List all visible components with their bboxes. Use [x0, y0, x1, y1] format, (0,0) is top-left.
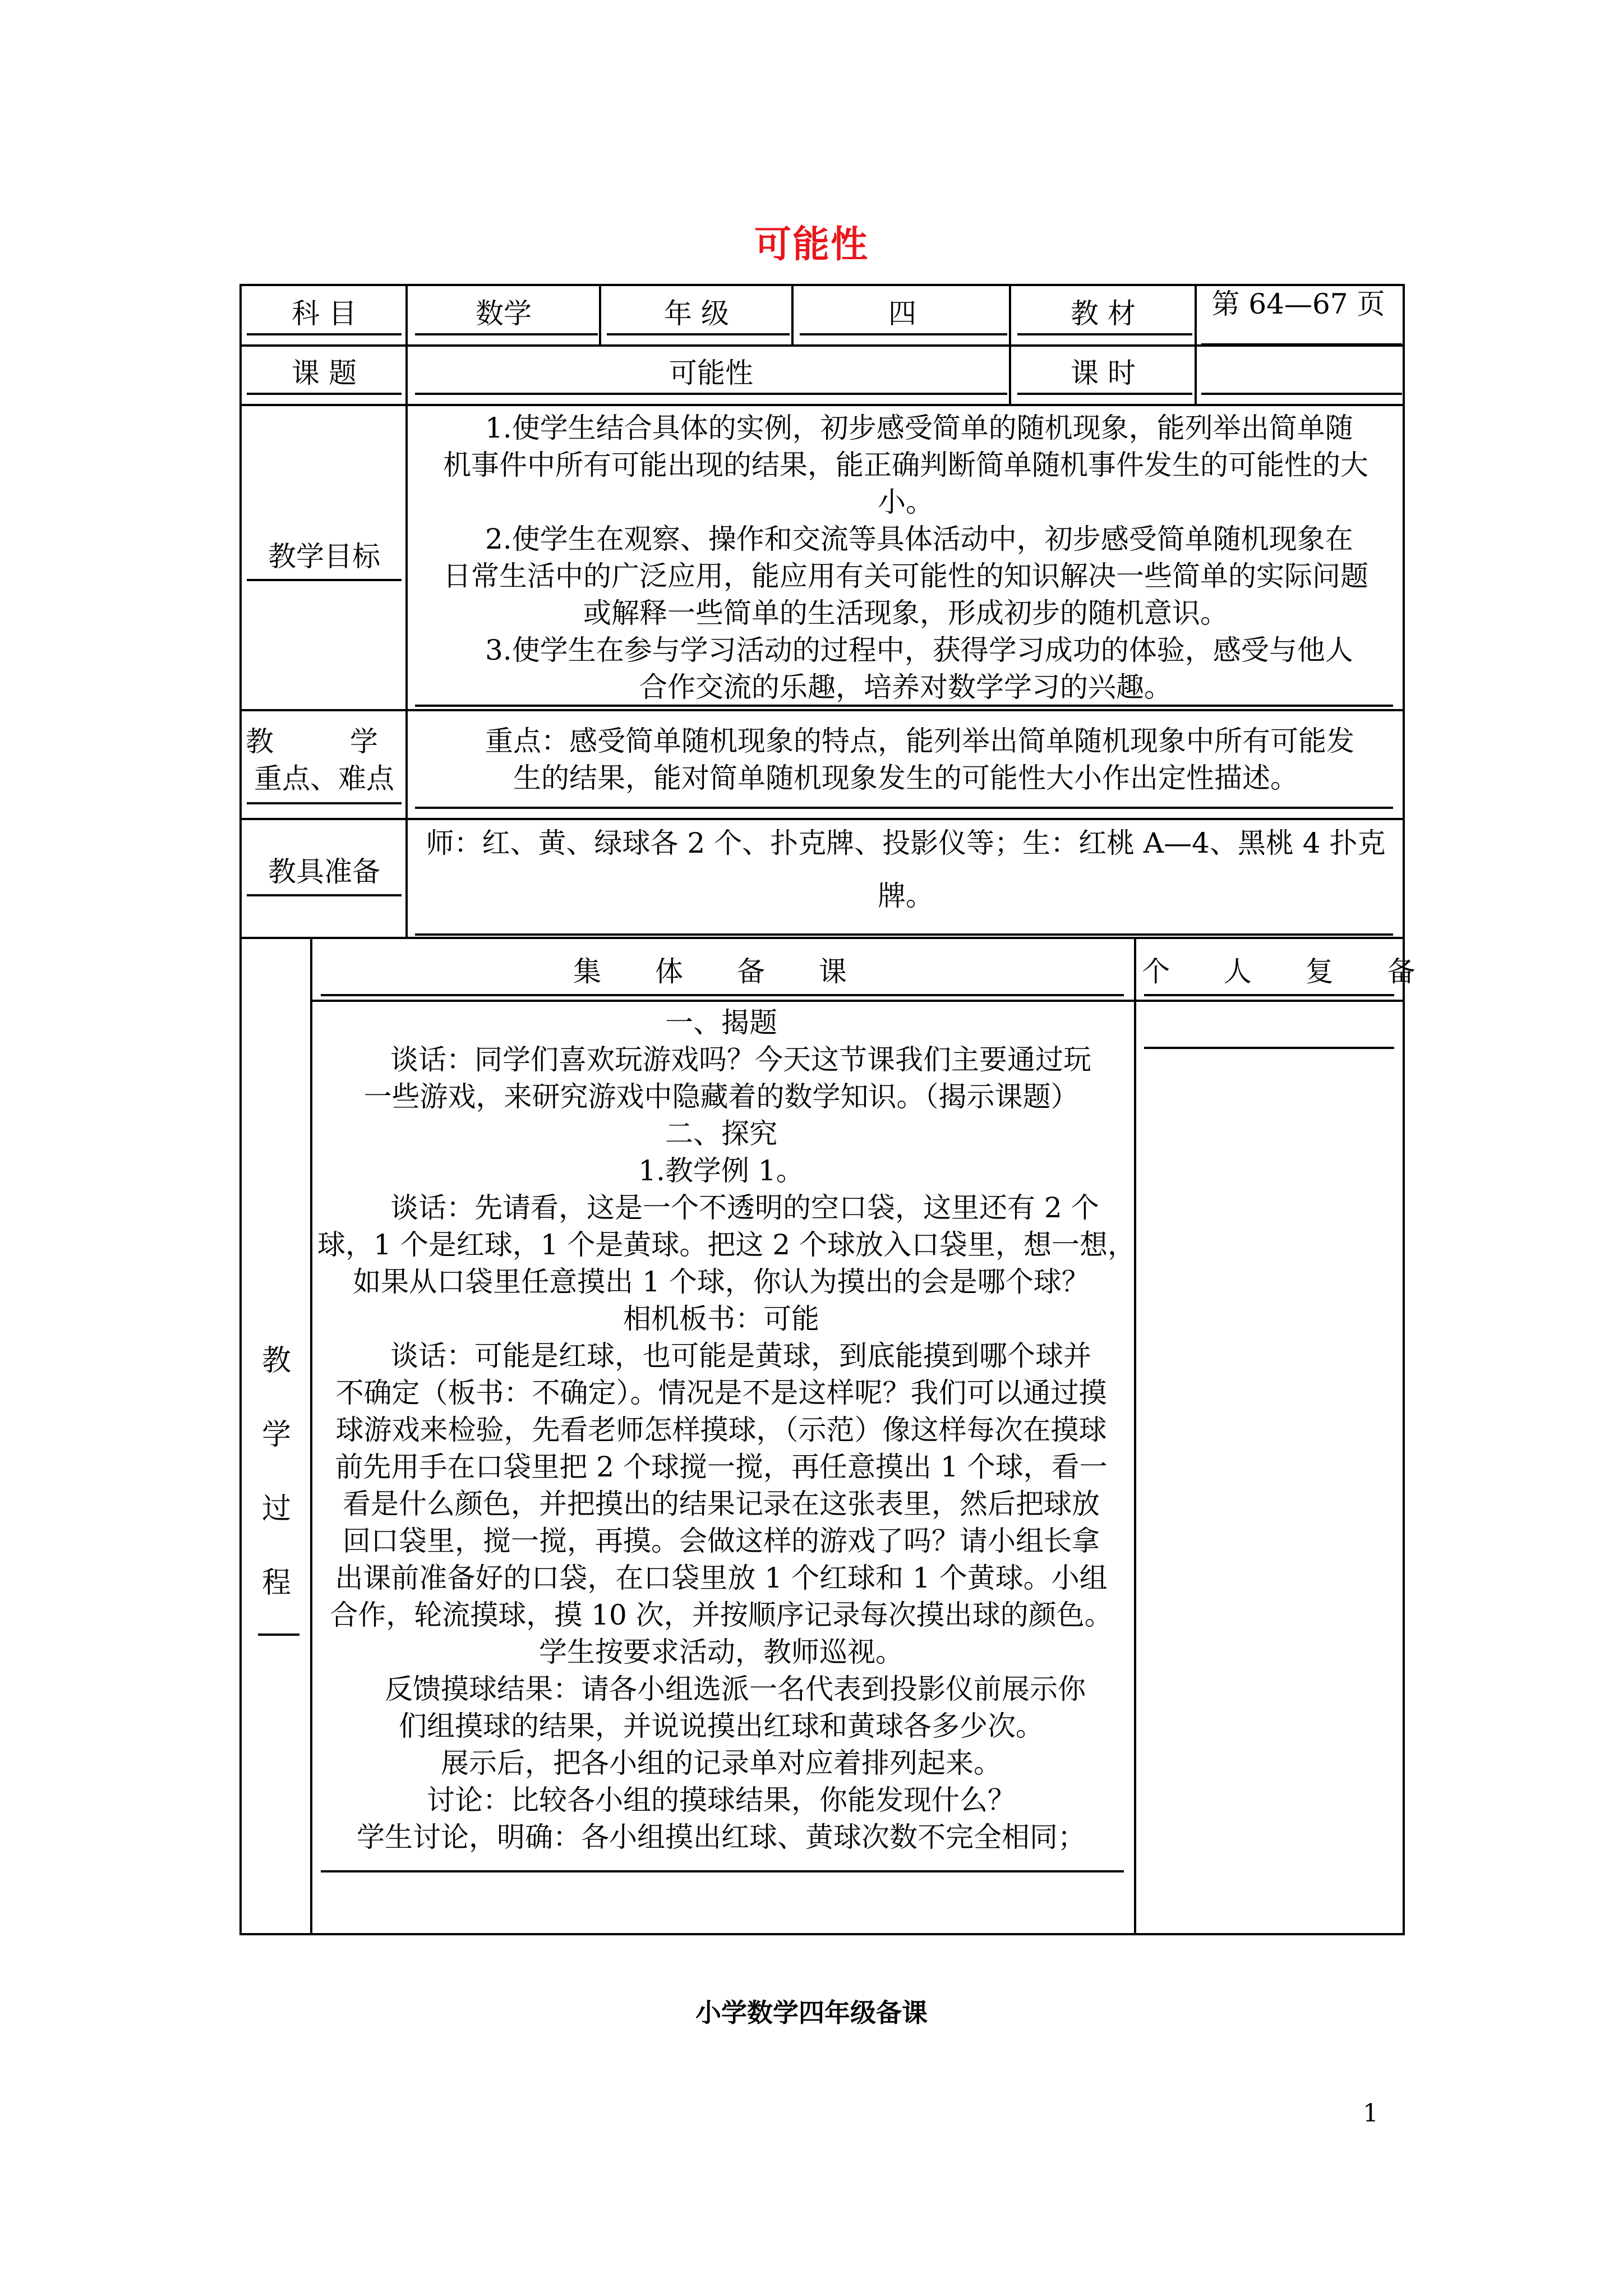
process-line: 合作，轮流摸球，摸 10 次，并按顺序记录每次摸出球的颜色。 — [330, 1599, 1113, 1631]
process-side-char: 学 — [261, 1418, 291, 1452]
topic-value: 可能性 — [669, 357, 753, 389]
key-points-text — [412, 723, 1399, 797]
objectives-line: 小。 — [878, 486, 934, 518]
grade-value: 四 — [888, 297, 916, 330]
cell-underline — [247, 802, 402, 804]
objectives-line: 3.使学生在参与学习活动的过程中，获得学习成功的体验，感受与他人 — [485, 634, 1353, 666]
process-line: 二、探究 — [665, 1117, 777, 1150]
column-divider — [405, 284, 408, 937]
cell-underline — [1017, 333, 1192, 335]
process-side-char: 过 — [261, 1492, 291, 1526]
row-divider — [239, 937, 1405, 939]
process-line: 反馈摸球结果：请各小组选派一名代表到投影仪前展示你 — [385, 1673, 1086, 1705]
column-divider — [1195, 284, 1197, 404]
row-divider — [239, 818, 1405, 820]
cell-underline — [321, 994, 1124, 996]
cell-underline — [321, 1870, 1124, 1872]
cell-underline — [247, 894, 402, 896]
process-line: 谈话：可能是红球，也可能是黄球，到底能摸到哪个球并 — [390, 1340, 1091, 1372]
column-divider — [791, 284, 794, 344]
process-line: 球游戏来检验，先看老师怎样摸球，（示范）像这样每次在摸球 — [335, 1414, 1107, 1446]
column-divider — [1009, 284, 1011, 344]
objectives-line: 机事件中所有可能出现的结果，能正确判断简单随机事件发生的可能性的大 — [443, 449, 1368, 481]
objectives-line: 2.使学生在观察、操作和交流等具体活动中，初步感受简单随机现象在 — [485, 523, 1353, 555]
objectives-line: 日常生活中的广泛应用，能应用有关可能性的知识解决一些简单的实际问题 — [443, 560, 1368, 592]
objectives-text — [412, 409, 1399, 706]
group-prep-header: 集 体 备 课 — [573, 955, 869, 988]
key-points-label-line2: 重点、难点 — [254, 762, 394, 795]
process-side-char: 教 — [261, 1344, 291, 1378]
process-text — [317, 1004, 1136, 1856]
key-points-line: 重点：感受简单随机现象的特点，能列举出简单随机现象中所有可能发 — [485, 725, 1354, 757]
row-divider — [310, 1000, 1405, 1002]
process-line: 出课前准备好的口袋，在口袋里放 1 个红球和 1 个黄球。小组 — [335, 1562, 1108, 1594]
materials-label: 教具准备 — [268, 855, 380, 888]
process-line: 如果从口袋里任意摸出 1 个球，你认为摸出的会是哪个球？ — [353, 1266, 1090, 1298]
objectives-line: 合作交流的乐趣，培养对数学学习的兴趣。 — [639, 671, 1172, 703]
personal-prep-header: 个 人 复 备 — [1142, 955, 1438, 988]
column-divider — [599, 284, 601, 344]
cell-underline — [1201, 343, 1402, 346]
cell-underline — [1017, 393, 1192, 395]
cell-underline — [800, 333, 1007, 335]
process-line: 讨论：比较各小组的摸球结果，你能发现什么？ — [427, 1784, 1016, 1816]
cell-underline — [415, 705, 1393, 707]
column-divider — [1009, 344, 1011, 404]
page-footer: 小学数学四年级备课 — [695, 1998, 928, 2028]
cell-underline — [247, 393, 402, 395]
process-line: 球，1 个是红球，1 个是黄球。把这 2 个球放入口袋里，想一想， — [317, 1228, 1136, 1261]
process-line: 回口袋里，搅一搅，再摸。会做这样的游戏了吗？请小组长拿 — [343, 1525, 1100, 1557]
subject-value: 数学 — [476, 297, 532, 330]
process-line: 1.教学例 1。 — [638, 1154, 804, 1187]
process-line: 展示后，把各小组的记录单对应着排列起来。 — [441, 1747, 1002, 1779]
textbook-label: 教 材 — [1071, 297, 1136, 330]
key-points-line: 生的结果，能对简单随机现象发生的可能性大小作出定性描述。 — [513, 762, 1298, 794]
cell-underline — [415, 333, 598, 335]
cell-underline — [415, 393, 1007, 395]
column-divider — [1134, 937, 1136, 1935]
cell-underline — [415, 933, 1393, 936]
process-line: 学生讨论，明确：各小组摸出红球、黄球次数不完全相同； — [357, 1821, 1086, 1853]
cell-underline — [1144, 994, 1394, 996]
objectives-line: 或解释一些简单的生活现象，形成初步的随机意识。 — [583, 597, 1228, 629]
process-side-char: 程 — [261, 1566, 291, 1600]
row-divider — [239, 404, 1405, 406]
page-number: 1 — [1363, 2099, 1378, 2128]
column-divider — [310, 937, 312, 1935]
process-line: 谈话：先请看，这是一个不透明的空口袋，这里还有 2 个 — [390, 1191, 1099, 1224]
cell-underline — [607, 333, 790, 335]
materials-text — [412, 825, 1399, 914]
process-line: 一些游戏，来研究游戏中隐藏着的数学知识。（揭示课题） — [363, 1080, 1079, 1113]
grade-label: 年 级 — [664, 297, 729, 330]
textbook-value: 第 64—67 页 — [1211, 288, 1385, 320]
topic-label: 课 题 — [292, 357, 357, 389]
process-line: 相机板书：可能 — [623, 1303, 819, 1335]
cell-underline — [1201, 393, 1402, 395]
process-line: 不确定（板书：不确定）。情况是不是这样呢？我们可以通过摸 — [335, 1377, 1107, 1409]
materials-line: 师：红、黄、绿球各 2 个、扑克牌、投影仪等；生：红桃 A—4、黑桃 4 扑克 — [426, 827, 1386, 859]
process-line: 看是什么颜色，并把摸出的结果记录在这张表里，然后把球放 — [343, 1488, 1100, 1520]
subject-label: 科 目 — [292, 297, 357, 330]
document-title: 可能性 — [754, 222, 869, 266]
key-points-label-line1: 教 学 — [246, 725, 412, 758]
cell-underline — [258, 1634, 299, 1636]
process-line: 们组摸球的结果，并说说摸出红球和黄球各多少次。 — [399, 1710, 1044, 1742]
cell-underline — [247, 579, 402, 581]
process-line: 前先用手在口袋里把 2 个球搅一搅，再任意摸出 1 个球，看一 — [335, 1451, 1108, 1483]
cell-underline — [1144, 1047, 1394, 1049]
row-divider — [239, 709, 1405, 711]
process-side-label — [251, 1324, 302, 1620]
process-line: 学生按要求活动，教师巡视。 — [539, 1636, 903, 1668]
process-line: 一、揭题 — [665, 1006, 777, 1039]
class-hours-label: 课 时 — [1071, 357, 1136, 389]
objectives-line: 1.使学生结合具体的实例，初步感受简单的随机现象，能列举出简单随 — [485, 412, 1353, 444]
materials-line: 牌。 — [878, 880, 934, 912]
cell-underline — [247, 333, 402, 335]
cell-underline — [415, 807, 1393, 809]
objectives-label: 教学目标 — [268, 540, 380, 573]
process-line: 谈话：同学们喜欢玩游戏吗？今天这节课我们主要通过玩 — [390, 1043, 1091, 1076]
